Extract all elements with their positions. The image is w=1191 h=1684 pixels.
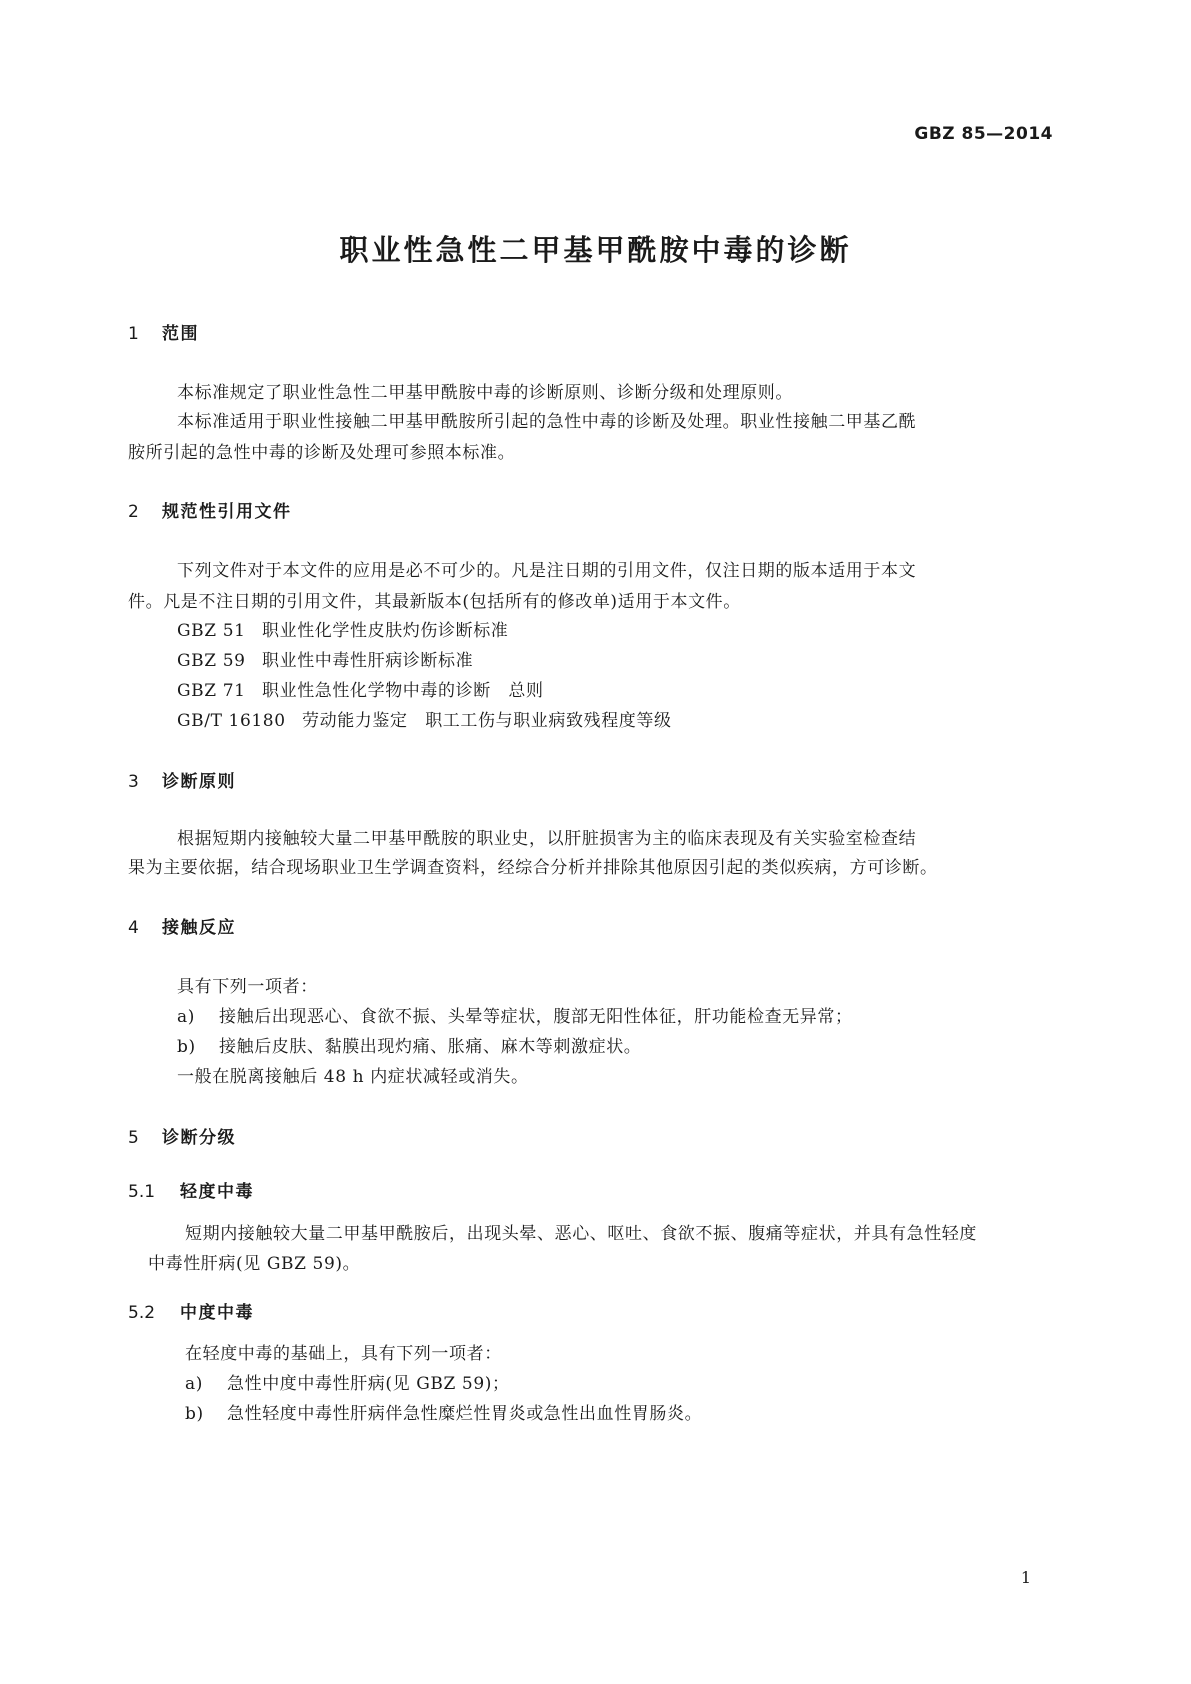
section-2-heading <box>128 497 292 522</box>
reference-item <box>177 676 544 701</box>
list-item-label: a) <box>185 1374 203 1394</box>
paragraph: 下列文件对于本文件的应用是必不可少的。凡是注日期的引用文件，仅注日期的版本适用于本文 <box>177 561 917 581</box>
paragraph: 根据短期内接触较大量二甲基甲酰胺的职业史，以肝脏损害为主的临床表现及有关实验室检查结 <box>177 829 917 849</box>
subsection-number: 5.2 <box>128 1303 156 1323</box>
section-title: 诊断分级 <box>162 1128 236 1148</box>
list-item-text: 急性中度中毒性肝病(见 GBZ 59)； <box>227 1374 510 1394</box>
list-item <box>185 1369 510 1394</box>
reference-code: GBZ 51 <box>177 621 246 641</box>
list-item-text: 接触后皮肤、黏膜出现灼痛、胀痛、麻木等刺激症状。 <box>219 1037 642 1057</box>
subsection-5-2-heading <box>128 1298 254 1323</box>
section-number: 2 <box>128 502 139 522</box>
subsection-title: 中度中毒 <box>180 1303 254 1323</box>
paragraph: 本标准适用于职业性接触二甲基甲酰胺所引起的急性中毒的诊断及处理。职业性接触二甲基乙酰 <box>177 412 917 432</box>
section-5-heading <box>128 1123 236 1148</box>
list-item <box>177 1002 853 1027</box>
document-title: 职业性急性二甲基甲酰胺中毒的诊断 <box>339 233 852 267</box>
section-number: 1 <box>128 324 139 344</box>
reference-item <box>177 706 672 731</box>
subsection-number: 5.1 <box>128 1182 156 1202</box>
list-item-label: a) <box>177 1007 195 1027</box>
reference-title: 劳动能力鉴定 职工工伤与职业病致残程度等级 <box>302 711 672 731</box>
subsection-5-1-heading <box>128 1177 254 1202</box>
reference-item <box>177 616 508 641</box>
list-item-label: b) <box>177 1037 196 1057</box>
section-number: 4 <box>128 918 139 938</box>
reference-title: 职业性急性化学物中毒的诊断 总则 <box>262 681 544 701</box>
list-item <box>177 1032 641 1057</box>
list-item <box>185 1399 702 1424</box>
standard-code: GBZ 85—2014 <box>914 124 1053 144</box>
page-number: 1 <box>1020 1568 1031 1587</box>
reference-title: 职业性中毒性肝病诊断标准 <box>262 651 474 671</box>
section-number: 5 <box>128 1128 139 1148</box>
section-number: 3 <box>128 772 139 792</box>
reference-title: 职业性化学性皮肤灼伤诊断标准 <box>262 621 509 641</box>
paragraph: 具有下列一项者： <box>177 977 318 997</box>
reference-item <box>177 646 473 671</box>
section-title: 范围 <box>162 324 199 344</box>
list-item-text: 急性轻度中毒性肝病伴急性糜烂性胃炎或急性出血性胃肠炎。 <box>227 1404 703 1424</box>
subsection-title: 轻度中毒 <box>180 1182 254 1202</box>
paragraph-continuation: 果为主要依据，结合现场职业卫生学调查资料，经综合分析并排除其他原因引起的类似疾病，方可诊断。 <box>128 858 938 878</box>
section-title: 诊断原则 <box>162 772 236 792</box>
paragraph: 短期内接触较大量二甲基甲酰胺后，出现头晕、恶心、呕吐、食欲不振、腹痛等症状，并具有急性轻度 <box>185 1224 977 1244</box>
section-title: 接触反应 <box>162 918 236 938</box>
paragraph: 一般在脱离接触后 48 h 内症状减轻或消失。 <box>177 1067 529 1087</box>
paragraph: 在轻度中毒的基础上，具有下列一项者： <box>185 1344 502 1364</box>
reference-code: GBZ 71 <box>177 681 246 701</box>
list-item-label: b) <box>185 1404 204 1424</box>
reference-code: GBZ 59 <box>177 651 246 671</box>
section-1-heading <box>128 319 199 344</box>
paragraph-continuation: 中毒性肝病(见 GBZ 59)。 <box>148 1254 361 1274</box>
section-4-heading <box>128 913 236 938</box>
section-title: 规范性引用文件 <box>162 502 292 522</box>
section-3-heading <box>128 767 236 792</box>
reference-code: GB/T 16180 <box>177 711 286 731</box>
list-item-text: 接触后出现恶心、食欲不振、头晕等症状，腹部无阳性体征，肝功能检查无异常； <box>219 1007 853 1027</box>
paragraph-continuation: 件。凡是不注日期的引用文件，其最新版本(包括所有的修改单)适用于本文件。 <box>128 592 741 612</box>
paragraph: 本标准规定了职业性急性二甲基甲酰胺中毒的诊断原则、诊断分级和处理原则。 <box>177 383 793 403</box>
paragraph-continuation: 胺所引起的急性中毒的诊断及处理可参照本标准。 <box>128 443 516 463</box>
